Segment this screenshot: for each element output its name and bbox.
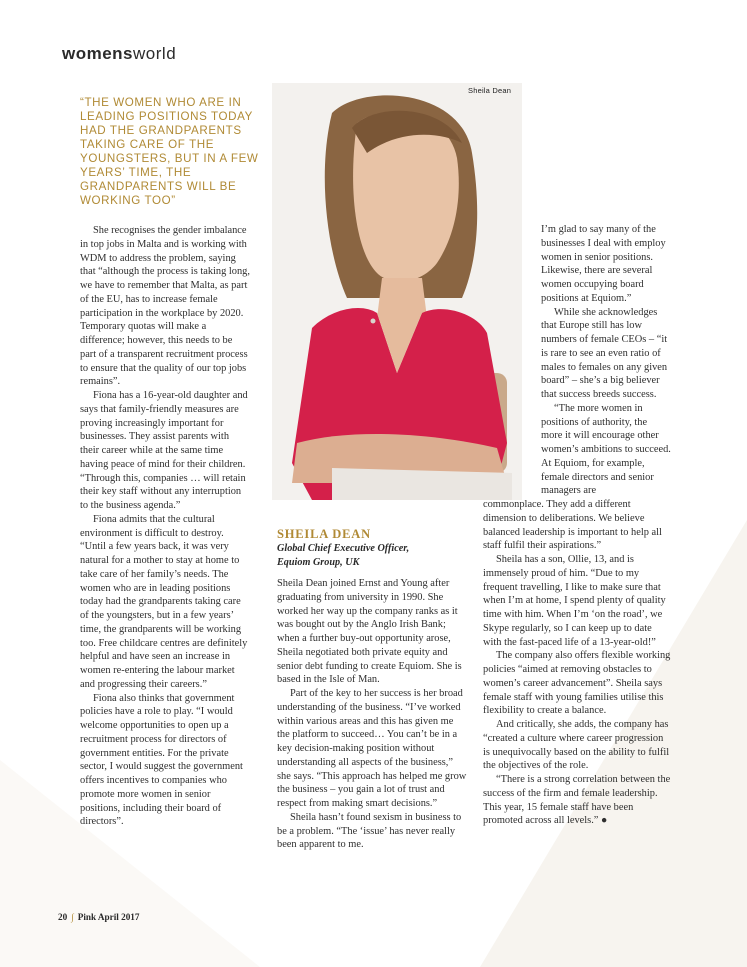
pull-quote: “THE WOMEN WHO ARE IN LEADING POSITIONS TODAY HAD THE GRANDPARENTS TAKING CARE OF THE YOUNGSTERS, BUT IN A FEW YEARS’ TIME, THE GRANDPARENTS WILL BE WORKING TOO” [80,96,259,207]
paragraph: While she acknowledges that Europe still has low numbers of female CEOs – “it is rare to see an even ratio of males to females on any given board” – she’s a big believer that success breeds success. [541,306,668,400]
paragraph: Sheila hasn’t found sexism in business to be a problem. “The ‘issue’ has never really been apparent to me. [277,811,462,851]
article-column-3 [483,223,671,828]
paragraph: “The more women in positions of authority, the more it will encourage other women’s ambitions to succeed. At Equiom, for example, female directors and senior managers are [541,402,671,497]
profile-role-line-2: Equiom Group, UK [277,556,360,568]
photo-caption: Sheila Dean [468,86,512,95]
page-footer [58,912,140,922]
paragraph: Sheila Dean joined Ernst and Young after graduating from university in 1990. She worked her way up the company ranks as it was bought out by the Anglo Irish Bank; when a further buy-out opportunity arose, Sheila negotiated both private equity and senior debt funding to create Equiom. She is based in the Isle of Man. [277,578,462,686]
magazine-section-logo [62,44,176,64]
paragraph: I’m glad to say many of the businesses I deal with employ women in senior positions. Likewise, there are several women occupying board positions at Equiom.” [541,224,666,304]
column-3-narrow-block [483,223,671,498]
paragraph: Fiona has a 16-year-old daughter and says that family-friendly measures are proving increasingly important for businesses. They assist parents with their career while at the same time having peace of mind for their children. “Through this, companies … will retain their key staff without any interruption to the business agenda.” [80,390,248,511]
article-column-2 [277,577,467,852]
paragraph: Sheila has a son, Ollie, 13, and is immensely proud of him. “Due to my frequent travelling, I like to make sure that when I’m at home, I spend plenty of quality time with him. When I’m ‘on the road’, we Skype regularly, so I can keep up to date with the fast-paced life of a 13-year-old!” [483,554,666,648]
masthead-light: world [133,44,177,63]
footer-separator: ∫ [71,912,74,922]
paragraph: Fiona admits that the cultural environment is difficult to destroy. “Until a few years back, it was very natural for a mother to stay at home to take care of her family’s needs. The women who are in leading positions today had the grandparents taking care of the youngsters, but in a few years’ time, the grandparents will be working too. Free childcare centres are definitely helpful and have seen an increase in women re-entering the labour market and progressing their careers.” [80,513,248,690]
paragraph: And critically, she adds, the company has “created a culture where career progression is unequivocally based on the ability to fulfil the objectives of the role. [483,719,670,772]
paragraph: The company also offers flexible working policies “aimed at removing obstacles to women’s career advancement”. Sheila says female staff with young families utilise this flexibility to create a balance. [483,650,671,717]
page-number: 20 [58,912,68,922]
paragraph: Part of the key to her success is her broad understanding of the business. “I’ve worked within various areas and this has given me the platform to succeed… You can’t be in a key decision-making position without understanding all aspects of the business,” she says. “This approach has helped me grow the business – you gain a lot of trust and respect from making smart decisions.” [277,688,467,809]
paragraph: Fiona also thinks that government policies have a role to play. “I would welcome opportunities to open up a recruitment process for directors of government entities. For the private sector, I would suggest the government offers incentives to companies who promote more women in senior positions, including their board of directors”. [80,692,243,828]
profile-role-line-1: Global Chief Executive Officer, [277,543,410,554]
publication-issue: Pink April 2017 [77,912,140,922]
masthead-bold: womens [62,44,134,63]
paragraph: “There is a strong correlation between the success of the firm and female leadership. This year, 15 female staff have been promoted across all levels.” ● [483,774,671,827]
paragraph: commonplace. They add a different dimension to deliberations. We believe balanced leadership is important to help all staff fulfil their aspirations.” [483,499,662,552]
article-column-1 [80,224,250,829]
profile-header [277,527,467,569]
paragraph: She recognises the gender imbalance in top jobs in Malta and is working with WDM to address the problem, saying that “although the process is taking long, we have to remember that Malta, as part of the EU, has to increase female participation in the workplace by 2020. Temporary quotas will make a difference; however, this needs to be part of a transparent recruitment process to ensure that the quality of our top jobs remains”. [80,225,250,388]
profile-name: SHEILA DEAN [277,527,371,541]
